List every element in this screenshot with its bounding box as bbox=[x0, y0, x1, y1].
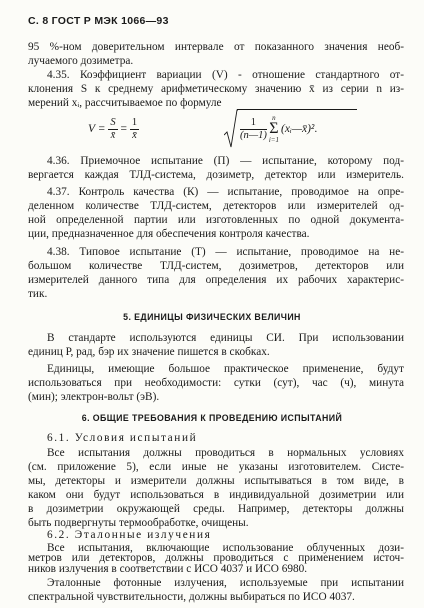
formula-fraction bbox=[108, 117, 117, 142]
text-line: ников излучения в соответствии с ИСО 4037 и ИСО 6980. bbox=[28, 563, 308, 575]
text-line: тик. bbox=[28, 288, 48, 300]
sum-term: (xᵢ—x̄)² bbox=[281, 123, 315, 135]
text-line: единиц Р, рад, бэр их значение пишется в скобках. bbox=[28, 346, 270, 358]
variation-formula bbox=[88, 108, 388, 150]
text-line: Все испытания, включающие использование облученных дози- bbox=[47, 542, 404, 554]
subsection-6-1-title: 6.1. Условия испытаний bbox=[47, 432, 198, 444]
fraction-numerator: 1 bbox=[240, 117, 267, 130]
text-line: лучаемого дозиметра. bbox=[28, 55, 134, 67]
text-line: В стандарте используются единицы СИ. При использовании bbox=[47, 332, 404, 344]
text-line: ной определенной партии или изготовленных по одной документа- bbox=[28, 214, 404, 226]
text-line: (мин); электрон-вольт (эВ). bbox=[28, 391, 160, 403]
page-header: С. 8 ГОСТ Р МЭК 1066—93 bbox=[28, 15, 169, 27]
text-line: Все испытания должны проводиться в нормальных условиях bbox=[47, 447, 404, 459]
clause-4-38: 4.38. Типовое испытание (Т) — испытание, проводимое на не- bbox=[47, 246, 404, 258]
text-line: Единицы, имеющие большое практическое применение, будут bbox=[47, 363, 404, 375]
text-line: мы, детекторы и измерители должны испытываться в том виде, в bbox=[28, 475, 404, 487]
text-line: 95 %-ном доверительном интервале от показанного значения необ- bbox=[28, 41, 404, 53]
text-line: Эталонные фотонные излучения, используемые при испытании bbox=[47, 577, 404, 589]
formula-fraction bbox=[130, 117, 139, 142]
square-root-icon bbox=[224, 109, 238, 149]
clause-4-36: 4.36. Приемочное испытание (П) — испытание, которому под- bbox=[47, 155, 404, 167]
formula-fraction bbox=[240, 117, 267, 142]
sum-upper-limit: n bbox=[272, 114, 276, 122]
text-line: ции, предназначенное для обеспечения контроля качества. bbox=[28, 228, 310, 240]
text-line: деленном количестве ТЛД-систем, детекторов или измерителей од- bbox=[28, 200, 404, 212]
formula-end: . bbox=[314, 123, 318, 135]
summation bbox=[269, 114, 279, 144]
text-line: вергается каждая ТЛД-система, дозиметр, детектор или измеритель. bbox=[28, 169, 404, 181]
text-line: (см. приложение 5), если иные не указаны изготовителем. Систе- bbox=[28, 461, 404, 473]
text-line: клонения S к среднему арифметическому значению x̄ из серии n из- bbox=[28, 83, 404, 95]
sum-lower-limit: i=1 bbox=[268, 136, 280, 144]
sigma-icon: Σ bbox=[269, 120, 279, 137]
text-line: большом количестве ТЛД-систем, дозиметров, детекторов или bbox=[28, 260, 404, 272]
text-line: мерений xᵢ, рассчитываемое по формуле bbox=[28, 97, 222, 109]
fraction-numerator: S bbox=[110, 116, 116, 128]
clause-4-37: 4.37. Контроль качества (К) — испытание, проводимое на опре- bbox=[47, 186, 404, 198]
text-line: каком они будут использоваться в индивидуальной дозиметрии или bbox=[28, 489, 404, 501]
section-5-title: 5. ЕДИНИЦЫ ФИЗИЧЕСКИХ ВЕЛИЧИН bbox=[123, 312, 301, 322]
section-6-title: 6. ОБЩИЕ ТРЕБОВАНИЯ К ПРОВЕДЕНИЮ ИСПЫТАНИЙ bbox=[81, 413, 343, 423]
subsection-6-2-title: 6.2. Эталонные излучения bbox=[47, 529, 212, 541]
text-line: метров или детекторов, должны проводиться с применением источ- bbox=[28, 552, 404, 564]
fraction-denominator: x̄ bbox=[132, 129, 137, 141]
fraction-denominator: (n—1) bbox=[240, 129, 267, 141]
text-line: быть подвергнуты термообработке, очищены. bbox=[28, 517, 249, 529]
formula-lhs: V = bbox=[88, 123, 106, 135]
clause-4-35: 4.35. Коэффициент вариации (V) - отношение стандартного от- bbox=[47, 69, 404, 81]
formula-equals: = bbox=[120, 123, 127, 135]
text-line: спектральной чувствительности, должны выбираться по ИСО 4037. bbox=[28, 591, 355, 603]
fraction-denominator: x̄ bbox=[110, 129, 116, 141]
text-line: использоваться при необходимости: сутки (сут), час (ч), минута bbox=[28, 377, 404, 389]
text-line: в дозиметрии окружающей среды. Например, детекторы должны bbox=[28, 503, 404, 515]
fraction-numerator: 1 bbox=[131, 116, 138, 128]
text-line: измерителей данного типа для определения их рабочих характерис- bbox=[28, 274, 404, 286]
